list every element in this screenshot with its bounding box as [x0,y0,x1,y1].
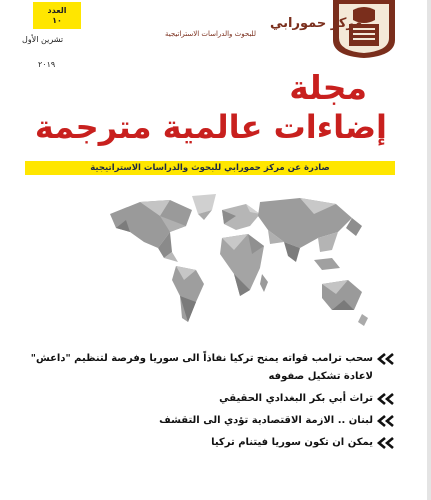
headline-list [13,350,373,456]
headline-item [13,434,373,452]
issue-badge [33,2,81,29]
headline-text: لبنان .. الازمة الاقتصادية تؤدي الى التقشف [159,415,373,426]
issue-label: العدد [47,5,67,15]
double-chevron-left-icon [375,415,395,427]
publisher-subtitle: صادرة عن مركز حمورابي للبحوث والدراسات الاستراتيجية [90,163,330,173]
headline-item [13,390,373,408]
logo-name: مركز حمورابي [270,16,363,31]
issue-month: تشرين الأول [22,35,64,44]
magazine-title-line2: إضاءات عالمية مترجمة [34,108,387,146]
double-chevron-left-icon [375,393,395,405]
publisher-band [25,161,395,175]
world-map-image [100,192,370,332]
logo-tagline: للبحوث والدراسات الاستراتيجية [165,30,256,38]
headline-text: يمكن ان تكون سوريا فيتنام تركيا [211,437,373,448]
headline-text: سحب ترامب قواته يمنح تركيا نفاذاً الى سوريا وفرصة لتنظيم "داعش" [30,353,373,364]
double-chevron-left-icon [375,437,395,449]
headline-item [13,350,373,386]
magazine-title-line1: مجلة [289,68,367,107]
headline-text: تراث أبي بكر البغدادي الحقيقي [219,393,373,404]
headline-text-continued: لاعادة تشكيل صفوفه [268,371,373,382]
issue-year: ٢٠١٩ [38,60,56,69]
page-edge [427,0,431,500]
issue-number: ١٠ [52,15,62,25]
double-chevron-left-icon [375,353,395,365]
headline-item [13,412,373,430]
